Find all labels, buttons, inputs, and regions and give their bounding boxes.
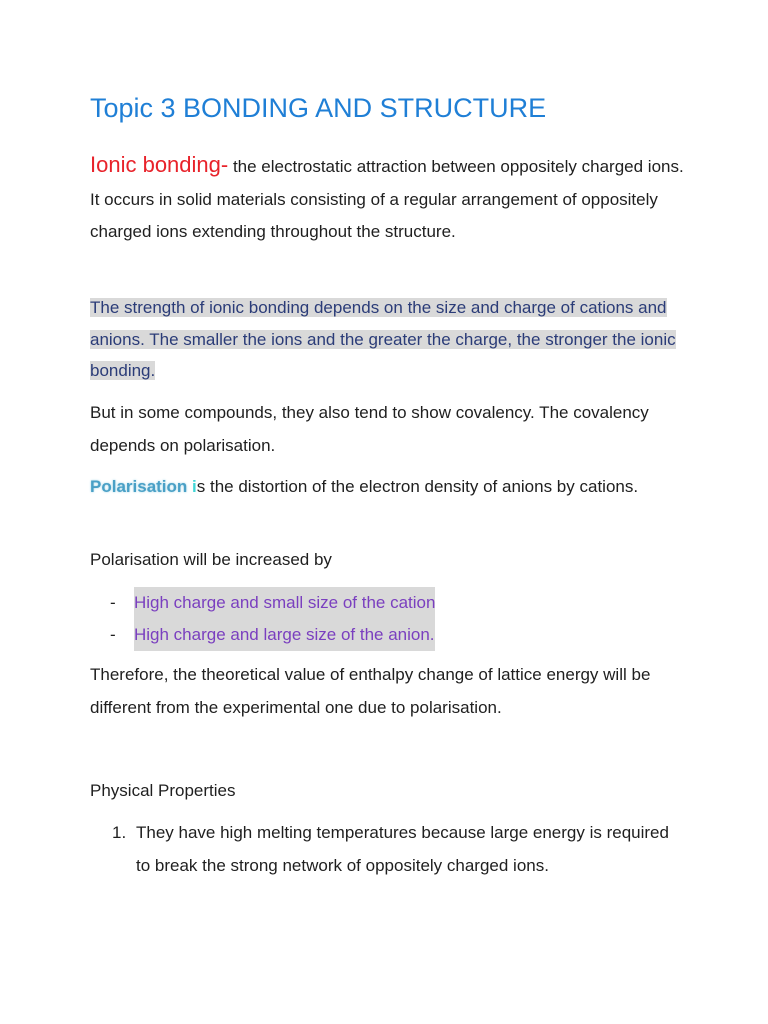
physical-properties-heading: Physical Properties [90,781,236,800]
list-item [110,619,435,651]
ionic-bonding-paragraph [90,149,690,249]
list-marker: - [110,593,116,612]
ionic-bonding-definition: the electrostatic attraction between oppositely charged ions. It occurs in solid materials consisting of a regular arrangement of oppositely charged ions extending throughout the structure. [90,157,684,241]
list-item-text: High charge and small size of the cation [134,587,435,619]
increase-list [110,587,435,651]
polarisation-paragraph [90,471,650,504]
list-item-text: They have high melting temperatures because large energy is required to break the strong network of oppositely charged ions. [136,823,669,875]
covalency-paragraph: But in some compounds, they also tend to show covalency. The covalency depends on polarisation. [90,403,649,455]
list-item [110,587,435,619]
strength-highlight: The strength of ionic bonding depends on the size and charge of cations and anions. The smaller the ions and the greater the charge, the stronger the ionic bonding. [90,298,676,380]
list-item-text: High charge and large size of the anion. [134,619,435,651]
increase-intro: Polarisation will be increased by [90,550,332,569]
page-title: Topic 3 BONDING AND STRUCTURE [90,93,547,123]
polarisation-definition: s the distortion of the electron density of anions by cations. [196,477,639,496]
list-number: 1. [112,823,127,842]
list-marker: - [110,625,116,644]
polarisation-term-i: i [192,477,197,496]
ionic-bonding-term: Ionic bonding- [90,152,229,177]
strength-paragraph [90,292,682,387]
therefore-paragraph: Therefore, the theoretical value of enthalpy change of lattice energy will be different from the experimental one due to polarisation. [90,665,651,717]
list-item [112,817,682,882]
physical-properties-list [112,817,682,882]
polarisation-term: Polarisation [90,477,193,496]
